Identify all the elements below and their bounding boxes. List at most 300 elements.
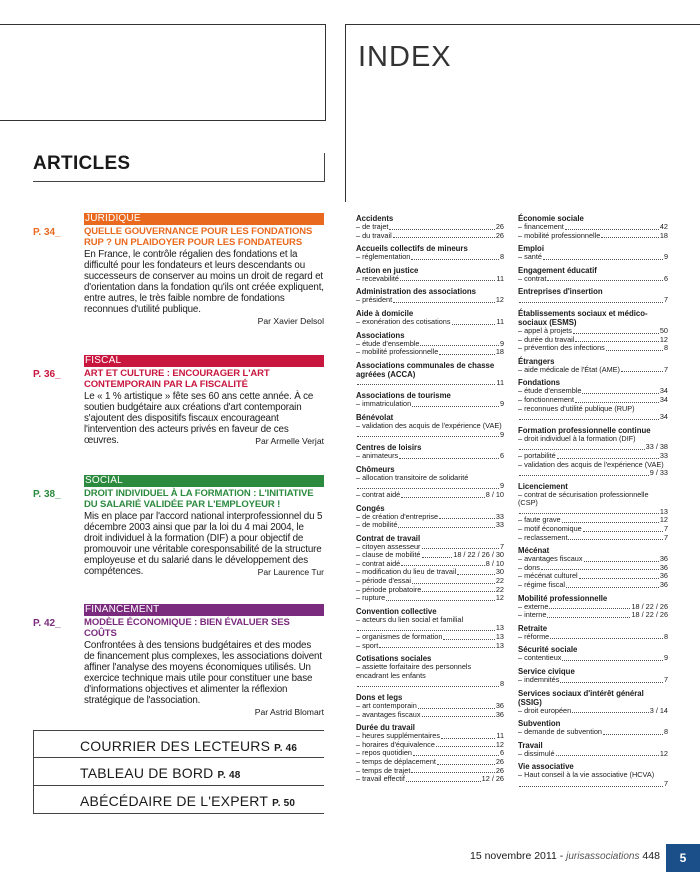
dot-leader [603,728,663,735]
index-page-ref: 36 [659,562,668,572]
index-entry[interactable] [356,266,504,284]
index-subentry-label: – droit européen [518,705,572,715]
index-subentry-label: – réforme [518,631,550,641]
index-page-ref: 9 [499,399,504,409]
index-entry[interactable] [518,624,668,642]
article-author: Par Armelle Verjat [255,436,324,446]
index-page-ref: 13 [495,640,504,650]
index-subentry [518,405,668,422]
index-entry[interactable] [518,357,668,375]
index-heading: Emploi [518,244,544,254]
index-subentry-label: – contrat de sécurisation professionnelle (CSP) [518,489,649,508]
index-entry[interactable] [518,378,668,421]
index-subentry [356,452,504,461]
index-page-ref: 36 [495,701,504,710]
index-subentry [518,253,668,262]
index-subentry-label: – contrat aidé [356,489,401,499]
dot-leader [406,775,481,782]
index-heading: Licenciement [518,481,568,491]
index-subentry-label: – acteurs du lien social et familial [356,614,464,624]
dot-leader [418,702,495,709]
index-page-ref: 13 [659,506,668,516]
index-subentry-label: – de mobilité [356,520,398,530]
page-title: INDEX [358,41,452,73]
index-page-ref: 8 [663,727,668,737]
dot-leader [420,340,498,347]
index-page-ref: 7 [663,532,668,542]
index-page-ref: 33 [659,450,668,460]
dot-leader [422,551,453,558]
index-subentry-label: – de création d'entreprise [356,511,439,521]
index-subentry-label: – de trajet [356,222,389,231]
index-page-ref: 22 [495,576,504,586]
index-page-ref: 18 [659,230,668,240]
index-page-ref: 8 / 10 [485,489,504,499]
index-heading: Accueils collectifs de mineurs [356,244,468,254]
index-subentry-label: – avantages fiscaux [518,554,583,564]
index-subentry-label: – portabilité [518,450,556,460]
index-page-ref: 7 [663,364,668,374]
index-page-ref: 9 [663,252,668,262]
index-heading: Contrat de travail [356,533,421,543]
index-frame [345,24,700,202]
index-subentry-label: – heures supplémentaires [356,731,440,741]
index-subentry-label: – durée du travail [518,334,575,344]
index-subentry [518,676,668,685]
index-subentry-label: – faute grave [518,515,561,525]
index-subentry-label: – art contemporain [356,701,417,710]
index-page-ref: 30 [495,567,504,577]
index-page-ref: 9 [499,429,504,439]
index-entry[interactable] [356,309,504,327]
dot-leader [562,654,663,661]
dot-leader [422,543,499,550]
index-subentry-label: – fonctionnement [518,394,574,404]
index-subentry-label: – recevabilité [356,273,399,283]
index-entry[interactable] [356,534,504,603]
index-subentry-label: – contentieux [518,653,562,663]
index-entry[interactable] [518,482,668,543]
index-page-ref: 12 [659,515,668,525]
index-subentry [518,275,668,284]
dot-leader [413,749,499,756]
index-subentry [518,491,668,517]
header-frame [0,24,326,121]
dot-leader [573,327,659,334]
dot-leader [541,564,659,571]
index-subentry-label: – sport [356,640,379,650]
article-summary: Confrontées à des tensions budgétaires et des modes de financement plus complexes, les associations doivent affiner l'analyse des moyens économiques utilisés. Un exercice technique mais utile pour constituer une base d'informations objectives et alimenter la réflexion stratégique de l'association. [84,640,322,706]
index-subentry-label: – temps de déplacement [356,756,436,766]
index-page-ref: 8 / 10 [485,558,504,568]
index-page-ref: 13 [495,623,504,633]
index-page-ref: 3 / 14 [649,705,668,715]
index-subentry [356,348,504,357]
index-entry[interactable] [356,654,504,689]
index-subentry-label: – réglementation [356,252,411,262]
index-page-ref: 9 / 33 [649,468,668,478]
index-subentry-label: – indemnités [518,675,560,684]
dot-leader [519,508,659,515]
index-page-ref: 18 / 22 / 26 / 30 [453,550,504,560]
index-page-ref: 33 [495,520,504,530]
dot-leader [439,513,495,520]
index-subentry-label: – organismes de formation [356,632,443,642]
index-subentry [356,318,504,327]
index-heading: Action en justice [356,265,419,275]
index-subentry-label: – reconnues d'utilité publique (RUP) [518,403,635,413]
dot-leader [621,366,663,373]
index-heading: Mécénat [518,546,550,556]
index-heading: Cotisations sociales [356,654,432,664]
index-entry[interactable] [518,214,668,240]
dot-leader [398,521,495,528]
index-subentry [356,633,504,642]
index-subentry [356,232,504,241]
dot-leader [601,232,659,239]
article-title[interactable]: MODÈLE ÉCONOMIQUE : BIEN ÉVALUER SES COÛTS [84,617,290,639]
index-subentry-label: – prévention des infections [518,343,605,353]
link-courrier-des-lecteurs[interactable] [33,730,324,758]
index-heading: Vie associative [518,762,574,772]
dot-leader [393,232,495,239]
index-subentry-label: – droit individuel à la formation (DIF) [518,433,636,443]
index-entry[interactable] [356,391,504,409]
dot-leader [562,516,659,523]
dot-leader [401,491,485,498]
link-label: TABLEAU DE BORD [80,765,214,781]
dot-leader [549,603,630,610]
dot-leader [572,707,649,714]
index-page-ref: 33 [495,511,504,521]
index-entry[interactable] [518,287,668,305]
footer-issue: 448 [642,850,660,862]
link-page: P. 46 [274,743,298,754]
index-page-ref: 36 [659,554,668,564]
index-subentry [356,253,504,262]
index-page-ref: 8 [663,631,668,641]
dot-leader [452,318,496,325]
index-subentry [518,728,668,737]
index-heading: Retraite [518,623,548,633]
link-page: P. 48 [217,770,241,781]
index-entry[interactable] [356,607,504,650]
dot-leader [584,555,659,562]
index-subentry [356,616,504,633]
link-abecedaire-expert[interactable] [33,786,324,814]
index-page-ref: 12 [495,295,504,305]
dot-leader [441,732,495,739]
index-page-ref: 7 [663,675,668,684]
index-subentry-label: – étude d'ensemble [518,386,582,396]
index-page-ref: 9 [499,338,504,348]
dot-leader [437,758,495,765]
index-heading: Engagement éducatif [518,265,597,275]
index-entry[interactable] [356,413,504,439]
dot-leader [547,275,663,282]
index-entry[interactable] [518,719,668,737]
index-subentry-label: – santé [518,252,542,262]
index-page-ref: 7 [499,541,504,551]
index-entry[interactable] [518,594,668,620]
index-subentry-label: – motif économique [518,524,582,534]
index-subentry-label: – contrat [518,273,547,283]
dot-leader [547,611,630,618]
index-page-ref: 9 [499,481,504,491]
index-subentry [518,581,668,590]
index-page-ref: 12 [495,593,504,603]
articles-heading: ARTICLES [33,153,131,174]
index-heading: Service civique [518,667,575,676]
index-page-ref: 50 [659,325,668,335]
link-label: COURRIER DES LECTEURS [80,738,271,754]
dot-leader [519,443,645,450]
index-subentry-label: – clause de mobilité [356,550,421,560]
index-entry[interactable] [518,546,668,589]
index-entry[interactable] [356,331,504,357]
index-subentry-label: – modification du lieu de travail [356,567,457,577]
index-entry[interactable] [518,741,668,759]
index-subentry [518,611,668,620]
index-subentry-label: – validation des acquis de l'expérience (VAE) [356,420,502,430]
index-entry[interactable] [356,361,504,388]
article-page: P. 38_ [33,489,61,500]
index-subentry [356,422,504,439]
index-page-ref: 7 [663,524,668,534]
divider [33,181,324,182]
article-financement[interactable] [33,604,324,717]
index-subentry-label: – travail effectif [356,774,405,784]
index-subentry-label: – président [356,295,393,305]
article-summary: Mis en place par l'accord national interprofessionnel du 5 décembre 2003 ainsi que par la loi du 4 mai 2004, le droit individuel à la formation (DIF) a pour objectif de promouvoir une véritable coresponsabilité de la structure employeuse et du salarié dans le développement des compétences. [84,511,323,577]
index-page-ref: 11 [496,316,504,326]
index-subentry [518,750,668,759]
dot-leader [379,642,495,649]
index-heading: Aide à domicile [356,308,414,318]
index-heading: Bénévolat [356,412,394,422]
index-heading: Entreprises d'insertion [518,287,603,297]
index-heading: Associations de tourisme [356,391,451,401]
index-subentry-label: – citoyen assesseur [356,541,421,551]
divider [324,153,325,182]
dot-leader [411,253,499,260]
index-page-ref: 18 / 22 / 26 [631,601,668,611]
dot-leader [439,348,495,355]
index-entry[interactable] [518,645,668,663]
index-subentry-label: – Haut conseil à la vie associative (HCVA) [518,770,655,780]
index-page-ref: 36 [659,580,668,590]
index-subentry [518,296,668,305]
dot-leader [357,431,499,438]
index-entry[interactable] [356,244,504,262]
article-title[interactable]: ART ET CULTURE : ENCOURAGER L'ART CONTEMPORAIN PAR LA FISCALITÉ [84,368,270,390]
article-summary: En France, le contrôle régalien des fondations et la difficulté pour les fondateurs et leurs descendants ou successeurs de conserver au moins un droit de regard et d'orientation dans la fondation qu'ils ont créée expliquent, entre autres, le très faible nombre de fondations reconnues d'utilité publique. [84,249,324,315]
index-subentry-label: – appel à projets [518,325,572,335]
index-subentry [518,771,668,788]
dot-leader [400,275,495,282]
article-author: Par Laurence Tur [257,567,324,577]
index-subentry-label: – interne [518,610,547,620]
index-subentry [518,534,668,543]
index-heading: Centres de loisirs [356,443,422,453]
index-subentry-label: – animateurs [356,451,399,461]
index-page-ref: 7 [663,295,668,305]
dot-leader [557,452,659,459]
dot-leader [568,534,662,541]
index-subentry-label: – temps de trajet [356,765,411,775]
index-heading: Travail [518,740,543,750]
index-page-ref: 8 [499,252,504,262]
dot-leader [556,750,659,757]
dot-leader [422,586,495,593]
index-subentry-label: – immatriculation [356,399,412,409]
dot-leader [560,676,663,683]
index-subentry-label: – repos quotidien [356,748,412,758]
index-subentry [518,435,668,452]
article-page: P. 34_ [33,227,61,238]
dot-leader [566,581,659,588]
index-heading: Administration des associations [356,287,477,297]
index-heading: Subvention [518,719,561,729]
dot-leader [519,413,659,420]
index-subentry-label: – période probatoire [356,584,422,594]
article-fiscal[interactable] [33,355,324,446]
link-page: P. 50 [272,798,296,809]
index-page-ref: 8 [663,343,668,353]
index-page-ref: 6 [499,451,504,461]
index-subentry [518,366,668,375]
dot-leader [386,594,495,601]
index-subentry-label: – reclassement [518,532,568,542]
article-title[interactable]: DROIT INDIVIDUEL À LA FORMATION : L'INITIATIVE DU SALARIÉ VALIDÉE PAR L'EMPLOYEUR ! [84,488,314,510]
dot-leader [357,379,495,386]
index-entry[interactable] [356,723,504,784]
index-heading: Formation professionnelle continue [518,425,651,435]
index-subentry [356,711,504,720]
index-subentry-label: – financement [518,222,564,231]
index-page-ref: 26 [495,756,504,766]
index-page-ref: 9 [663,653,668,663]
index-subentry [356,379,504,388]
index-subentry [518,344,668,353]
index-heading: Chômeurs [356,464,395,474]
index-page-ref: 8 [499,679,504,689]
index-subentry [356,296,504,305]
category-label: FINANCEMENT [84,604,324,616]
index-subentry-label: – mobilité professionnelle [518,230,601,240]
index-subentry-label: – aide médicale de l'État (AME) [518,364,620,374]
dot-leader [519,780,663,787]
index-page-ref: 34 [659,394,668,404]
index-entry[interactable] [356,443,504,461]
index-page-ref: 34 [659,386,668,396]
index-subentry-label: – externe [518,601,549,611]
index-page-ref: 36 [659,571,668,581]
article-juridique[interactable] [33,213,324,326]
index-subentry [356,491,504,500]
article-author: Par Astrid Blomart [254,707,324,717]
article-title[interactable]: QUELLE GOUVERNANCE POUR LES FONDATIONS RUP ? UN PLAIDOYER POUR LES FONDATEURS [84,226,313,248]
article-author: Par Xavier Delsol [257,316,324,326]
index-entry[interactable] [356,465,504,500]
article-social[interactable] [33,475,324,577]
index-page-ref: 34 [659,412,668,422]
link-label: ABÉCÉDAIRE DE L'EXPERT [80,793,269,809]
index-page-ref: 36 [495,709,504,719]
dot-leader [422,711,495,718]
index-subentry [518,555,668,564]
dot-leader [412,400,499,407]
index-subentry-label: – mécénat culturel [518,571,578,581]
index-subentry [356,775,504,784]
article-page: P. 36_ [33,369,61,380]
index-heading: Dons et legs [356,693,403,702]
index-page-ref: 18 [495,347,504,357]
index-entry[interactable] [518,762,668,788]
index-subentry-label: – du travail [356,230,392,240]
index-entry[interactable] [518,309,668,353]
index-page-ref: 12 / 26 [481,774,504,784]
index-entry[interactable] [356,287,504,305]
index-subentry-label: – avantages fiscaux [356,709,421,719]
index-entry[interactable] [518,689,668,716]
index-page-ref: 11 [496,731,504,741]
index-heading: Convention collective [356,606,437,616]
index-page-ref: 22 [495,584,504,594]
index-heading: Économie sociale [518,214,584,223]
index-subentry [356,400,504,409]
index-heading: Associations communales de chasse agréées (ACCA) [356,360,495,379]
index-entry[interactable] [518,667,668,685]
dot-leader [457,568,495,575]
index-entry[interactable] [356,504,504,530]
dot-leader [393,296,495,303]
index-entry[interactable] [518,244,668,262]
index-column-right [518,214,668,793]
dot-leader [579,572,659,579]
category-label: JURIDIQUE [84,213,324,225]
index-entry[interactable] [518,426,668,478]
index-subentry [518,654,668,663]
index-entry[interactable] [356,214,504,240]
dot-leader [550,633,663,640]
index-entry[interactable] [518,266,668,284]
index-subentry [356,521,504,530]
dot-leader [412,577,495,584]
dot-leader [401,560,485,567]
index-page-ref: 11 [496,377,504,387]
index-subentry-label: – allocation transitoire de solidarité [356,472,469,482]
index-subentry [518,461,668,478]
dot-leader [575,336,658,343]
index-subentry [518,633,668,642]
index-subentry-label: – mobilité professionnelle [356,347,439,357]
index-page-ref: 6 [663,273,668,283]
index-page-ref: 11 [496,273,504,283]
index-subentry [356,642,504,651]
index-page-ref: 33 / 38 [645,442,668,452]
index-entry[interactable] [356,693,504,719]
link-tableau-de-bord[interactable] [33,758,324,786]
article-summary: Le « 1 % artistique » fête ses 60 ans cette année. À ce soutien budgétaire aux créations d'art contemporain s'ajoutent des dispositifs fiscaux encourageant l'intervention des acteurs privés en faveur de ces œuvres. [84,391,314,446]
index-page-ref: 13 [495,632,504,642]
index-subentry-label: – dissimulé [518,748,555,758]
index-heading: Associations [356,330,405,340]
index-page-ref: 26 [495,222,504,231]
index-subentry-label: – dons [518,562,540,572]
index-subentry-label: – validation des acquis de l'expérience (VAE) [518,459,664,469]
index-page-ref: 26 [495,765,504,775]
